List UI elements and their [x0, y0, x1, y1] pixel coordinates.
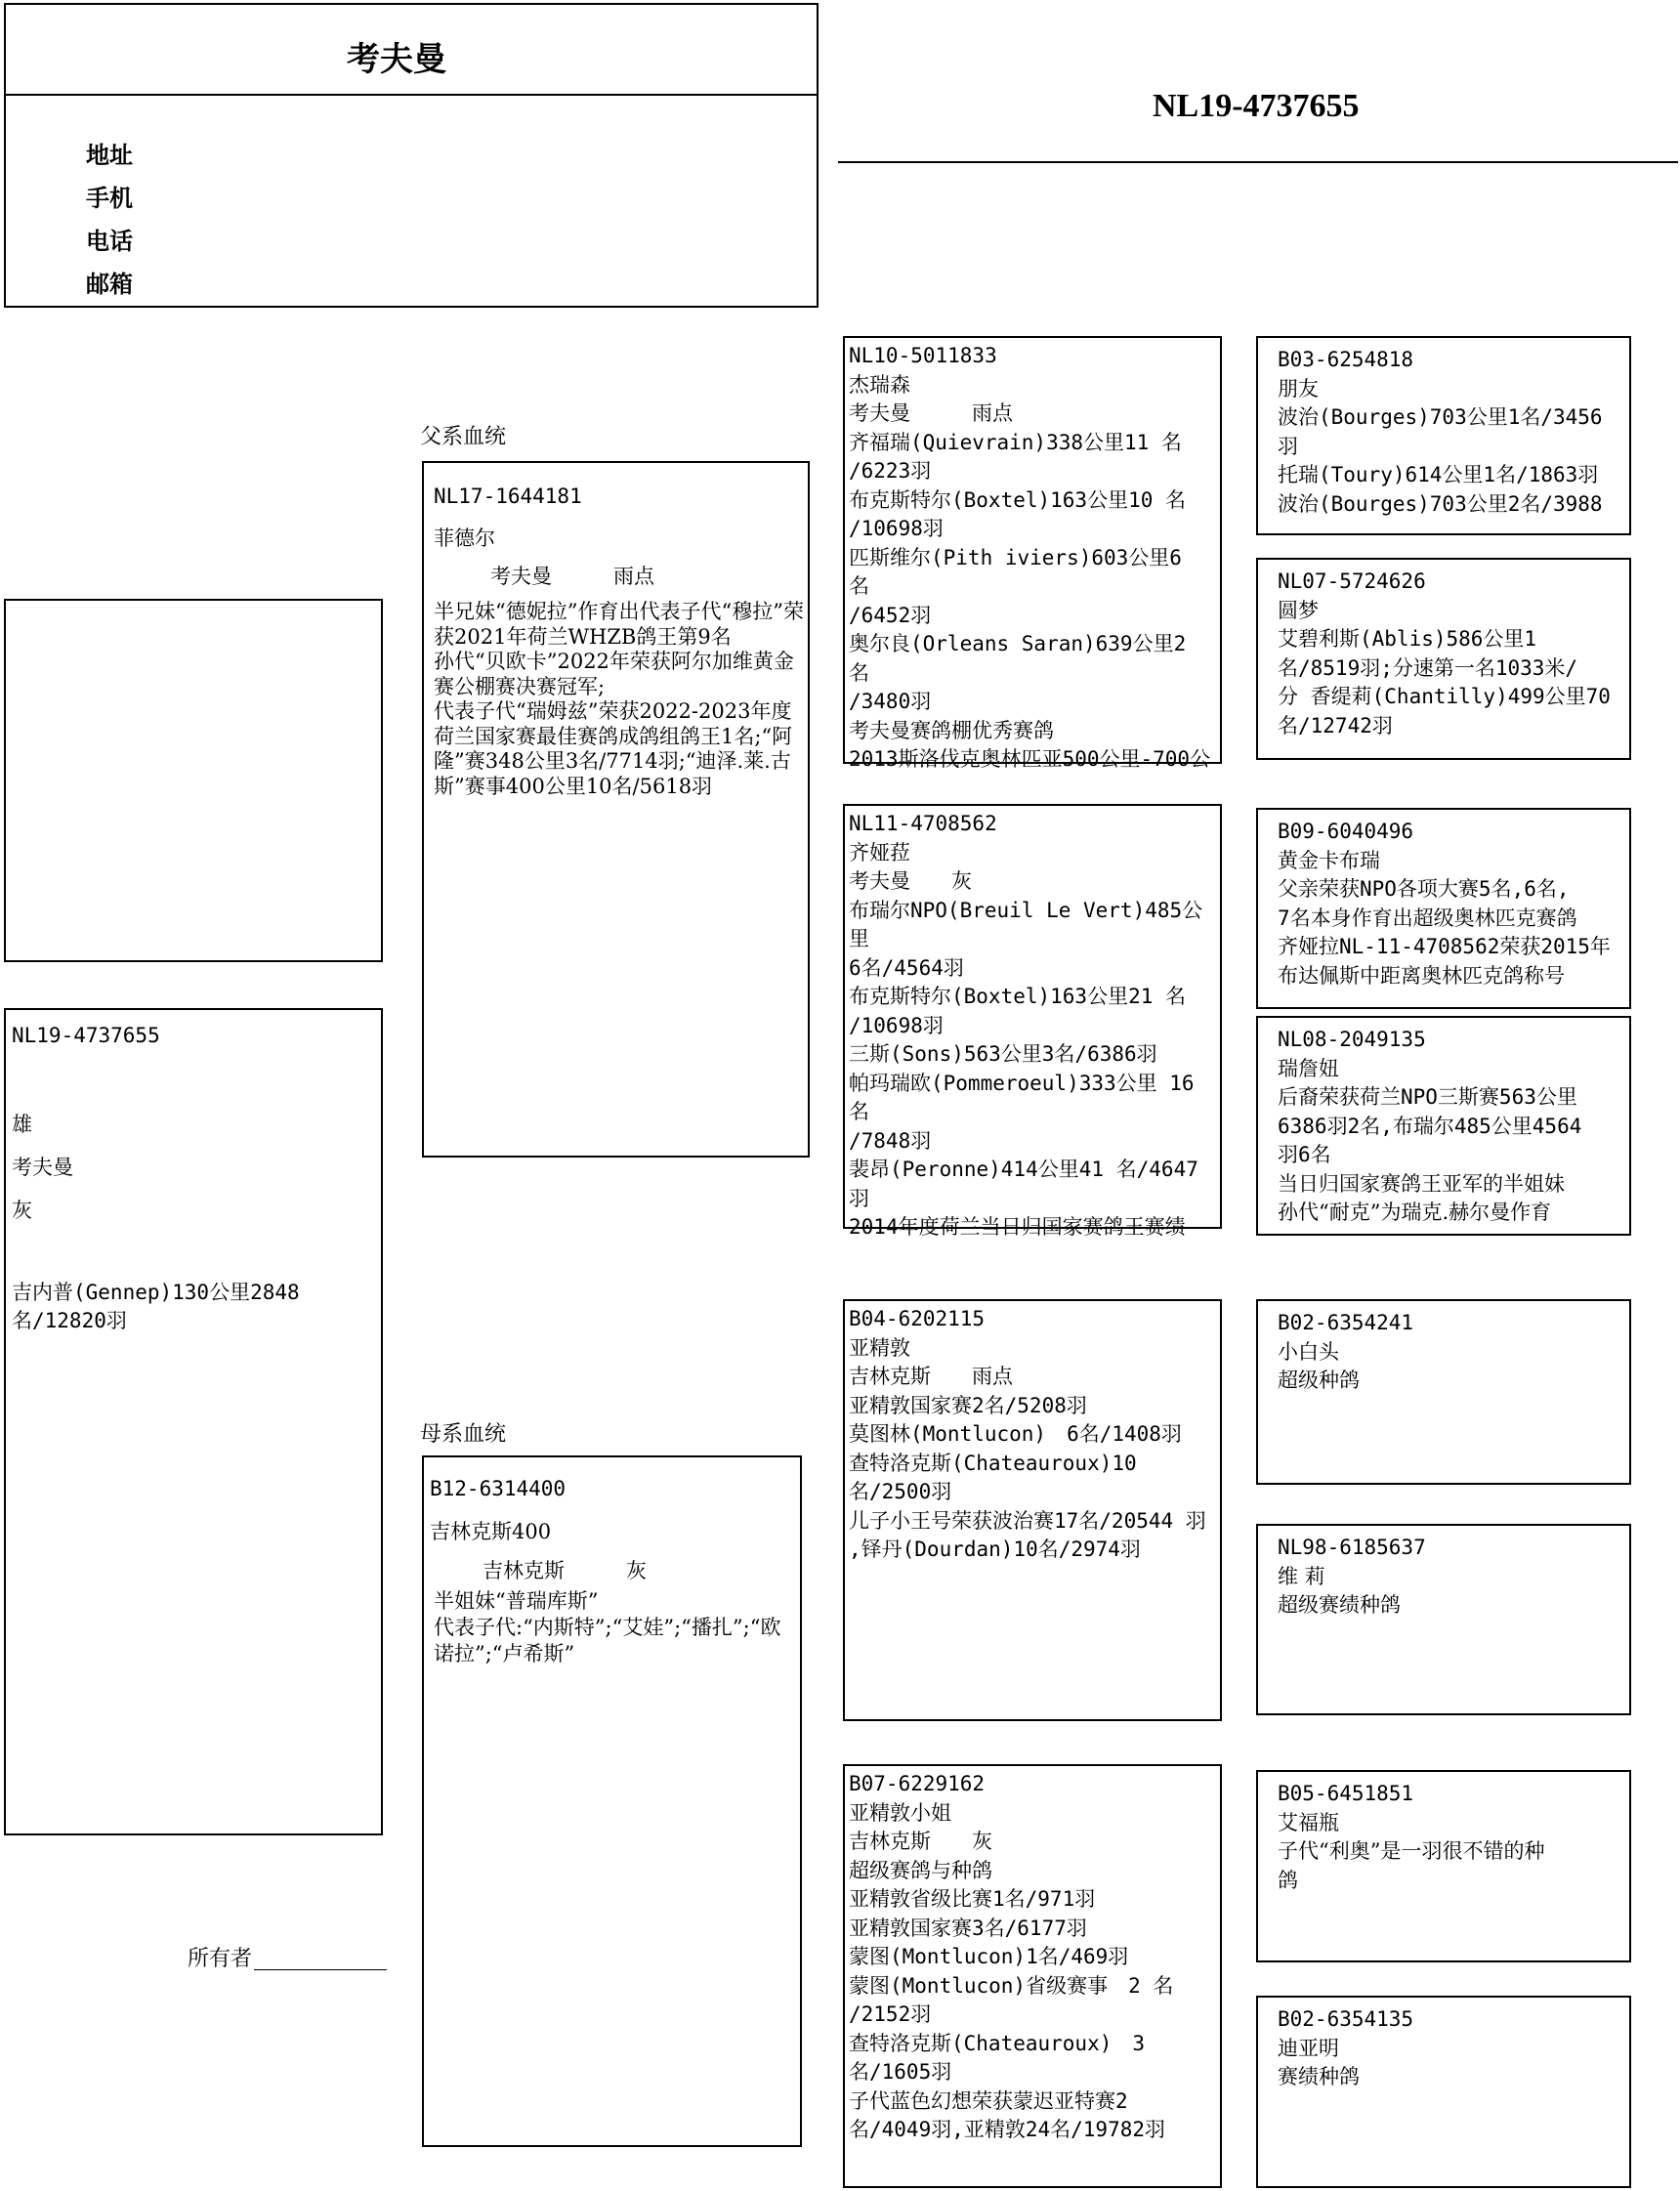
gen3-line: 亚精敦国家赛3名/6177羽 — [849, 1916, 1087, 1940]
dam-line-label: 母系血统 — [420, 1422, 507, 1447]
gen3-line: 6名/4564羽 — [849, 955, 964, 980]
gen4-line: 7名本身作育出超级奥林匹克赛鸽 — [1278, 906, 1577, 930]
gen3-line: 考夫曼 雨点 — [849, 401, 1013, 425]
gen4-line: B09-6040496 — [1278, 820, 1414, 843]
gen4-box-4 — [1256, 1016, 1631, 1236]
gen4-box-1 — [1256, 336, 1631, 535]
gen4-line: 鸽 — [1278, 1868, 1298, 1892]
gen3-line: 查特洛克斯(Chateauroux) 3 — [849, 2031, 1146, 2055]
gen3-box-dam-sire — [843, 1299, 1222, 1721]
subject-result: 吉内普(Gennep)130公里2848名/12820羽 — [12, 1281, 300, 1332]
sire-owner-color: 考夫曼 雨点 — [490, 565, 654, 588]
gen3-line: 名/1605羽 — [849, 2060, 952, 2084]
gen4-line: 布达佩斯中距离奥林匹克鸽称号 — [1278, 963, 1565, 988]
header-box — [4, 3, 819, 308]
sire-notes: 半兄妹“德妮拉”作育出代表子代“穆拉”荣获2021年荷兰WHZB鸽王第9名 孙代“贝欧卡”2022年荣获阿尔加维黄金赛公棚赛决赛冠军; 代表子代“瑞姆兹”荣获2022-2023年度荷兰国家赛最佳赛鸽成鸽组鸽王1名;“阿隆”赛348公里3名/7714羽;“迪泽.莱.古斯”赛事400公里10名/5618羽 — [434, 600, 804, 798]
sire-line-label: 父系血统 — [420, 425, 507, 449]
gen4-line: 艾碧利斯(Ablis)586公里1 — [1278, 627, 1537, 651]
gen4-box-8 — [1256, 1996, 1631, 2188]
gen3-line: 查特洛克斯(Chateauroux)10 — [849, 1451, 1137, 1475]
gen4-line: 维 莉 — [1278, 1564, 1325, 1588]
gen4-line: B02-6354241 — [1278, 1311, 1414, 1334]
gen4-line: 波治(Bourges)703公里2名/3988 — [1278, 491, 1603, 516]
gen3-line: 亚精敦 — [849, 1335, 910, 1360]
gen4-line: 孙代“耐克”为瑞克.赫尔曼作育 — [1278, 1201, 1552, 1224]
gen3-line: 子代蓝色幻想荣获蒙迟亚特赛2 — [849, 2088, 1128, 2113]
gen3-box-sire-sire — [843, 336, 1222, 771]
gen4-box-6 — [1256, 1524, 1631, 1715]
gen4-line: 名/12742羽 — [1278, 713, 1393, 737]
gen3-line: 裴昂(Peronne)414公里41 名/4647羽 — [849, 1158, 1198, 1210]
breeder-name: 考夫曼 — [347, 40, 446, 79]
gen3-line: 匹斯维尔(Pith iviers)603公里6 名 — [849, 545, 1182, 598]
gen4-line: 朋友 — [1278, 376, 1319, 400]
gen4-line: 羽6名 — [1278, 1143, 1331, 1166]
gen3-line: 亚精敦国家赛2名/5208羽 — [849, 1393, 1087, 1417]
gen3-line: /6452羽 — [849, 603, 932, 627]
sire-name: 菲德尔 — [434, 527, 495, 550]
gen4-line: 当日归国家赛鸽王亚军的半姐妹 — [1278, 1171, 1565, 1196]
gen4-line: 小白头 — [1278, 1339, 1339, 1364]
gen3-line: 布克斯特尔(Boxtel)163公里21 名 — [849, 985, 1187, 1008]
contact-label-address: 地址 — [86, 141, 133, 169]
gen3-line: /6223羽 — [849, 459, 932, 483]
gen3-line: 奥尔良(Orleans Saran)639公里2 名 — [849, 632, 1187, 685]
gen3-line: ,铎丹(Dourdan)10名/2974羽 — [849, 1538, 1141, 1561]
owner-signature-line — [254, 1969, 387, 1970]
gen3-line: NL11-4708562 — [849, 812, 997, 835]
gen3-line: 齐福瑞(Quievrain)338公里11 名 — [849, 430, 1182, 454]
sire-ring: NL17-1644181 — [434, 485, 582, 508]
dam-owner-color: 吉林克斯 灰 — [483, 1559, 647, 1582]
gen4-box-5 — [1256, 1299, 1631, 1485]
gen3-line: /10698羽 — [849, 1013, 944, 1037]
gen3-line: 齐娅菈 — [849, 840, 910, 864]
gen3-line: 布瑞尔NPO(Breuil Le Vert)485公 里 — [849, 898, 1203, 950]
subject-ring: NL19-4737655 — [12, 1024, 160, 1047]
gen4-line: 6386羽2名,布瑞尔485公里4564 — [1278, 1114, 1582, 1138]
gen4-line: NL07-5724626 — [1278, 569, 1426, 593]
subject-sex: 雄 — [12, 1113, 32, 1136]
contact-label-phone: 电话 — [86, 227, 133, 255]
gen4-line: B05-6451851 — [1278, 1782, 1414, 1805]
gen4-box-3 — [1256, 808, 1631, 1009]
contact-label-email: 邮箱 — [86, 270, 133, 298]
gen3-line: 考夫曼赛鸽棚优秀赛鸽 — [849, 718, 1054, 742]
gen3-line: 蒙图(Montlucon)1名/469羽 — [849, 1945, 1129, 1968]
gen4-line: 黄金卡布瑞 — [1278, 848, 1380, 872]
gen4-line: 波治(Bourges)703公里1名/3456 — [1278, 405, 1603, 429]
dam-name: 吉林克斯400 — [430, 1520, 552, 1543]
dam-notes: 半姐妹“普瑞库斯” 代表子代:“内斯特”;“艾娃”;“播扎”;“欧诺拉”;“卢希斯” — [434, 1589, 781, 1665]
gen4-line: NL08-2049135 — [1278, 1028, 1426, 1051]
gen3-line: 超级赛鸽与种鸽 — [849, 1858, 992, 1882]
gen4-line: 迪亚明 — [1278, 2036, 1339, 2060]
gen3-line: 吉林克斯 雨点 — [849, 1365, 1013, 1388]
gen4-line: 名/8519羽;分速第一名1033米/ — [1278, 655, 1578, 680]
gen3-line: 亚精敦省级比赛1名/971羽 — [849, 1887, 1096, 1911]
gen3-box-dam-dam — [843, 1764, 1222, 2188]
gen3-line: NL10-5011833 — [849, 344, 997, 367]
gen4-line: 瑞詹妞 — [1278, 1056, 1339, 1080]
gen3-line: 考夫曼 灰 — [849, 869, 972, 893]
gen4-line: B02-6354135 — [1278, 2007, 1414, 2031]
gen4-line: 分 香缇莉(Chantilly)499公里70 — [1278, 685, 1611, 708]
gen3-line: 三斯(Sons)563公里3名/6386羽 — [849, 1042, 1157, 1066]
gen3-line: 布克斯特尔(Boxtel)163公里10 名 — [849, 487, 1187, 512]
gen3-line: 杰瑞森 — [849, 372, 910, 397]
gen4-line: 后裔荣获荷兰NPO三斯赛563公里 — [1278, 1085, 1577, 1109]
owner-label: 所有者 — [188, 1947, 253, 1971]
gen4-line: NL98-6185637 — [1278, 1536, 1426, 1559]
gen3-box-sire-dam — [843, 804, 1222, 1239]
dam-ring: B12-6314400 — [430, 1477, 567, 1500]
gen4-box-2 — [1256, 558, 1631, 760]
gen3-line: /2152羽 — [849, 2002, 932, 2026]
sire-box — [422, 461, 810, 1158]
gen3-line: /7848羽 — [849, 1128, 932, 1153]
gen3-line: B04-6202115 — [849, 1307, 986, 1330]
gen4-line: 艾福瓶 — [1278, 1810, 1339, 1834]
gen3-line: 名/4049羽,亚精敦24名/19782羽 — [849, 2118, 1166, 2141]
gen3-line: 亚精敦小姐 — [849, 1800, 951, 1825]
gen4-line: 圆梦 — [1278, 598, 1319, 622]
contact-label-mobile: 手机 — [86, 184, 133, 212]
gen4-line: 子代“利奥”是一羽很不错的种 — [1278, 1839, 1545, 1863]
subject-owner: 考夫曼 — [12, 1156, 73, 1179]
gen3-line: 儿子小王号荣获波治赛17名/20544 羽 — [849, 1508, 1206, 1533]
gen4-line: 托瑞(Toury)614公里1名/1863羽 — [1278, 463, 1599, 486]
gen3-line: 莫图林(Montlucon) 6名/1408羽 — [849, 1422, 1182, 1446]
gen3-line: 蒙图(Montlucon)省级赛事 2 名 — [849, 1973, 1174, 1998]
gen4-line: B03-6254818 — [1278, 348, 1414, 371]
dam-box — [422, 1455, 802, 2147]
gen4-line: 羽 — [1278, 434, 1298, 458]
gen3-line: 2013斯洛伐克奥林匹亚500公里-700公 — [849, 747, 1211, 771]
title-underline — [838, 161, 1678, 163]
photo-box — [4, 599, 383, 962]
header-divider — [6, 94, 817, 96]
gen4-line: 齐娅拉NL-11-4708562荣获2015年 — [1278, 935, 1611, 958]
gen4-line: 超级赛绩种鸽 — [1278, 1593, 1401, 1617]
gen3-line: 名/2500羽 — [849, 1480, 952, 1503]
subject-color: 灰 — [12, 1199, 32, 1222]
gen4-line: 赛绩种鸽 — [1278, 2065, 1360, 2088]
ring-number-title: NL19-4737655 — [1153, 88, 1360, 124]
gen3-line: 帕玛瑞欧(Pommeroeul)333公里 16名 — [849, 1071, 1195, 1123]
gen4-box-7 — [1256, 1770, 1631, 1962]
subject-box — [4, 1008, 383, 1835]
gen4-line: 超级种鸽 — [1278, 1369, 1360, 1392]
gen3-line: /3480羽 — [849, 690, 932, 713]
gen3-line: 2014年度荷兰当日归国家赛鸽王赛绩 — [849, 1215, 1186, 1239]
gen3-line: 吉林克斯 灰 — [849, 1830, 992, 1853]
gen3-line: /10698羽 — [849, 517, 944, 540]
gen3-line: B07-6229162 — [849, 1772, 986, 1795]
gen4-line: 父亲荣获NPO各项大赛5名,6名, — [1278, 877, 1570, 901]
